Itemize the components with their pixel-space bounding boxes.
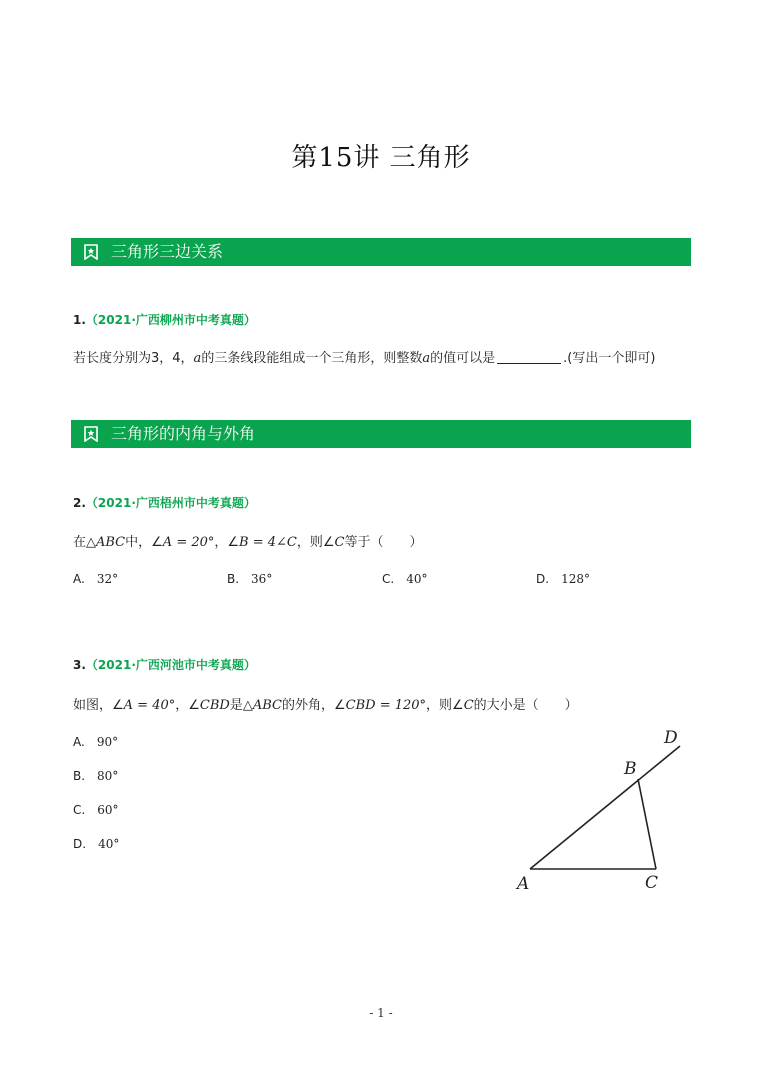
section-header-interior-exterior-angles [71, 420, 691, 448]
option-value: 128° [561, 572, 590, 586]
q2-equation-b: B = 4∠C [239, 535, 297, 550]
question-2-text [73, 531, 423, 550]
question-number: 1. [73, 313, 86, 327]
option-b[interactable] [227, 572, 272, 586]
option-a[interactable] [73, 572, 118, 586]
q1-text-part: 的值可以是 [430, 351, 496, 366]
q3-equation-cbd: CBD = 120° [345, 698, 427, 713]
question-number: 3. [73, 658, 86, 672]
question-2-header [73, 494, 256, 511]
option-c[interactable] [73, 803, 118, 817]
q3-angle-cbd: CBD [199, 698, 230, 713]
option-letter: B. [227, 572, 240, 586]
line-ad [530, 746, 680, 869]
option-value: 40° [98, 837, 120, 851]
option-a[interactable] [73, 735, 118, 749]
q2-text-part: 中，∠ [125, 535, 163, 550]
option-c[interactable] [382, 572, 427, 586]
q1-text-part: .(写出一个即可) [563, 351, 656, 366]
q2-text-part: ，∠ [214, 535, 240, 550]
label-a: A [517, 874, 530, 894]
option-value: 80° [97, 769, 119, 783]
option-letter: A. [73, 735, 85, 749]
option-letter: B. [73, 769, 86, 783]
q3-text-part: 是△ [229, 698, 253, 713]
question-3-text [73, 694, 578, 713]
q3-equation-a: A = 40° [123, 698, 176, 713]
q3-text-part: 的外角，∠ [281, 698, 346, 713]
q1-text-part: 的三条线段能组成一个三角形，则整数 [201, 351, 423, 366]
section-title: 三角形的内角与外角 [111, 424, 256, 443]
option-value: 32° [96, 572, 119, 586]
question-1-text [73, 347, 655, 366]
question-1-header [73, 311, 256, 328]
option-d[interactable] [73, 837, 119, 851]
q3-text-part: 如图，∠ [73, 698, 124, 713]
question-source: （2021·广西梧州市中考真题） [85, 496, 256, 510]
q2-angle-c: C [334, 535, 345, 550]
question-source: （2021·广西柳州市中考真题） [85, 313, 256, 327]
answer-blank[interactable] [497, 351, 561, 364]
q2-text-part: 在△ [73, 535, 96, 550]
q1-text-part: 若长度分别为3，4， [73, 351, 194, 366]
q1-variable-a: a [193, 351, 202, 366]
bookmark-star-icon [83, 426, 99, 442]
question-source: （2021·广西河池市中考真题） [85, 658, 256, 672]
q2-equation-a: A = 20° [162, 535, 215, 550]
option-letter: D. [73, 837, 87, 851]
triangle-figure [508, 722, 698, 900]
section-header-triangle-sides [71, 238, 691, 266]
label-c: C [645, 873, 659, 893]
page-title: 第15讲 三角形 [291, 143, 471, 173]
label-b: B [624, 759, 637, 779]
option-value: 36° [251, 572, 273, 586]
q3-text-part: 的大小是（ ） [473, 698, 578, 713]
q3-text-part: ，则∠ [426, 698, 464, 713]
option-letter: C. [382, 572, 395, 586]
q1-variable-a: a [422, 351, 431, 366]
q3-text-part: ，∠ [175, 698, 200, 713]
bookmark-star-icon [83, 244, 99, 260]
option-value: 40° [406, 572, 428, 586]
option-d[interactable] [536, 572, 590, 586]
q2-text-part: 等于（ ） [344, 535, 423, 550]
question-number: 2. [73, 496, 86, 510]
option-letter: C. [73, 803, 86, 817]
page-number: - 1 - [369, 1006, 393, 1020]
section-title: 三角形三边关系 [111, 242, 224, 261]
question-3-header [73, 656, 256, 673]
segment-bc [638, 779, 656, 869]
option-letter: D. [536, 572, 550, 586]
q3-triangle-abc: ABC [252, 698, 282, 713]
q2-triangle-abc: ABC [96, 535, 126, 550]
option-letter: A. [73, 572, 85, 586]
label-d: D [664, 728, 678, 748]
q3-angle-c: C [463, 698, 474, 713]
q2-text-part: ，则∠ [296, 535, 335, 550]
option-value: 90° [96, 735, 119, 749]
option-b[interactable] [73, 769, 118, 783]
option-value: 60° [97, 803, 119, 817]
